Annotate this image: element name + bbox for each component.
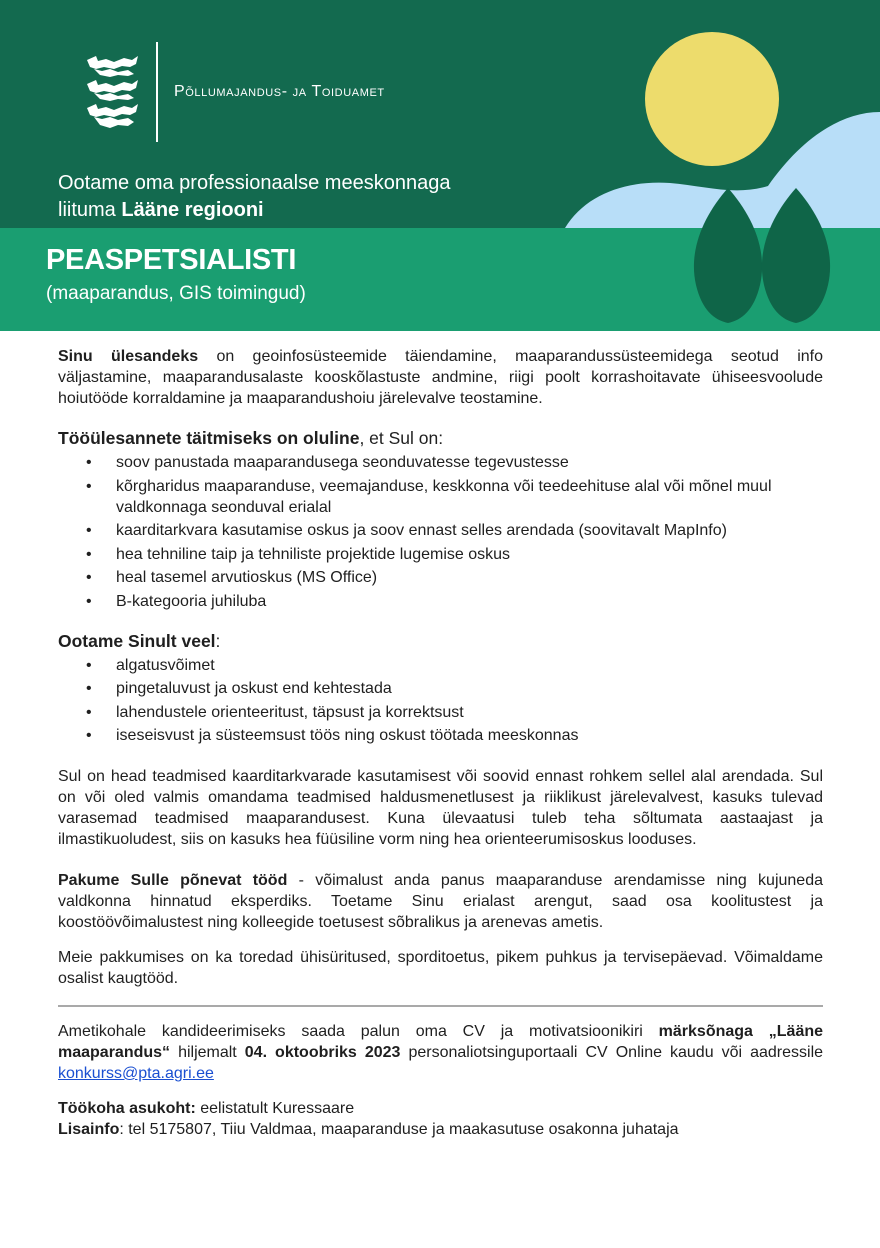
agency-name: Põllumajandus- ja Toiduamet [174,83,385,100]
requirements-heading: Tööülesannete täitmiseks on oluline, et Sul on: [58,428,444,448]
location-line: Töökoha asukoht: eelistatult Kuressaare [58,1100,355,1117]
deadline: 04. oktoobriks 2023 [244,1044,401,1061]
job-description [58,346,823,1140]
list-item: • kaarditarkvara kasutamise oskus ja soov ennast selles arendada (soovitavalt MapInfo) [58,520,823,541]
region-name: Lääne regiooni [121,199,264,221]
landscape-illustration [0,0,880,331]
job-title: PEASPETSIALISTI [46,244,297,276]
contact-line: Lisainfo: tel 5175807, Tiiu Valdmaa, maaparanduse ja maakasutuse osakonna juhataja [58,1121,679,1138]
list-item: • iseseisvust ja süsteemsust töös ning oskust töötada meeskonnas [58,725,823,746]
expectations-list [58,655,823,747]
list-item: • pingetaluvust ja oskust end kehtestada [58,678,823,699]
intro-text [58,170,450,224]
list-item: • soov panustada maaparandusega seonduvatesse tegevustesse [58,452,823,473]
coat-of-arms-icon [84,52,142,132]
list-item: • B-kategooria juhiluba [58,591,823,612]
list-item: • lahendustele orienteeritust, täpsust ja korrektsust [58,702,823,723]
benefits-paragraph: Meie pakkumises on ka toredad ühisüritused, sporditoetus, pikem puhkus ja tervisepäevad. Võimaldame osalist kaugtööd. [58,949,823,987]
list-item: • algatusvõimet [58,655,823,676]
list-item: • kõrgharidus maaparanduse, veemajanduse, keskkonna või teedeehituse alal või mõnel muul valdkonnaga seonduval erialal [58,476,823,518]
sun-icon [645,32,779,166]
intro-line-2: liituma Lääne regiooni [58,199,264,221]
logo-divider [156,42,158,142]
email-link[interactable]: konkurss@pta.agri.ee [58,1065,214,1082]
offer-paragraph: Pakume Sulle põnevat tööd - võimalust anda panus maaparanduse arendamisse ning kujuneda valdkonna hinnatud eksperdiks. Toetame Sinu erialast arengut, saad osa koolitustest ja koostöövõimalustest ning kolleegide toetusest sõbralikus ja arenevas ametis. [58,872,823,931]
knowledge-paragraph: Sul on head teadmised kaarditarkvarade kasutamisest või soovid ennast rohkem sellel alal arendada. Sul on või oled valmis omandama teadmised haldusmenetlusest ja riiklikust järelevalvest, kasuks tulevad varasemad teadmised maaparandusest. Kuna ülevaatusi tuleb teha sõltumata aastaajast ja ilmastikuoludest, siis on kasuks hea füüsiline vorm ning hea orienteerumisoskus looduses. [58,768,823,848]
tasks-paragraph: Sinu ülesandeks on geoinfosüsteemide täiendamine, maaparandussüsteemidega seotud info väljastamine, maaparandusalaste kooskõlastuste andmine, riigi poolt korrashoitavate ühiseesvoolude hoiutööde korraldamine ja maaparandushoiu järelevalve teostamine. [58,348,824,407]
expectations-heading: Ootame Sinult veel: [58,630,221,651]
list-item: • heal tasemel arvutioskus (MS Office) [58,567,823,588]
section-divider [58,1005,823,1007]
header-banner [0,0,880,331]
requirements-list [58,452,823,612]
job-subtitle: (maaparandus, GIS toimingud) [46,283,306,304]
intro-line-1: Ootame oma professionaalse meeskonnaga [58,172,451,194]
application-paragraph: Ametikohale kandideerimiseks saada palun oma CV ja motivatsioonikiri märksõnaga „Lääne maaparandus“ hiljemalt 04. oktoobriks 2023 personaliotsinguportaali CV Online kaudu või aadressile konkurss@pta.agri.ee [58,1023,824,1082]
list-item: • hea tehniline taip ja tehniliste projektide lugemise oskus [58,544,823,565]
